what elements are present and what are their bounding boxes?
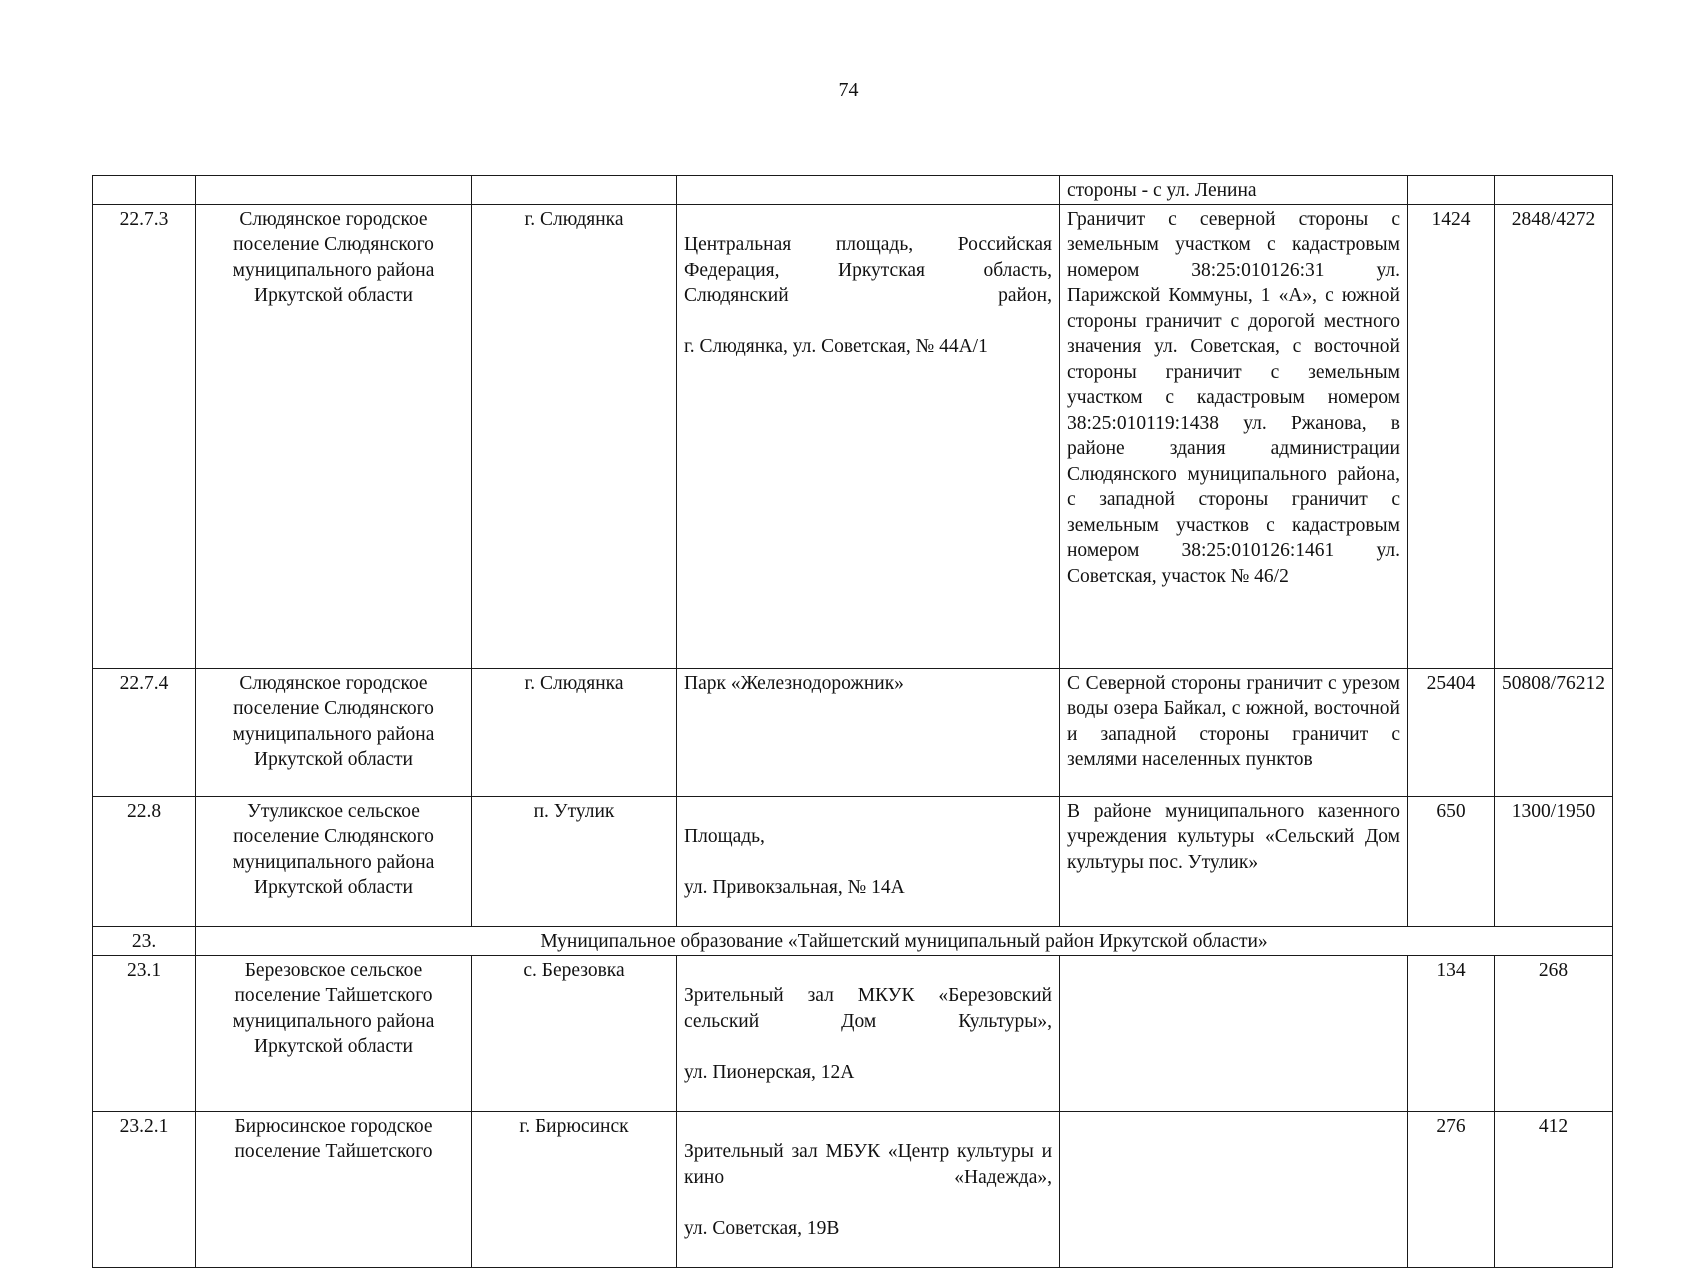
cell-num: 22.7.3 <box>93 204 196 668</box>
cell-area: 134 <box>1408 955 1495 1111</box>
table-row <box>93 668 1613 796</box>
cell-num: 23.2.1 <box>93 1111 196 1267</box>
cell-border: Граничит с северной стороны с земельным участком с кадастровым номером 38:25:010126:31 ул. Парижской Коммуны, 1 «А», с южной стороны граничит с дорогой местного значения ул. Советская, с восточной стороны граничит с земельным участком с кадастровым номером 38:25:010119:1438 ул. Ржанова, в районе здания администрации Слюдянского муниципального района, с западной стороны граничит с земельным участков с кадастровым номером 38:25:010126:1461 ул. Советская, участок № 46/2 <box>1060 204 1408 668</box>
cell-org: Утуликское сельское поселение Слюдянского муниципального района Иркутской области <box>196 796 472 927</box>
table-row <box>93 1111 1613 1267</box>
cell-org: Бирюсинское городское поселение Тайшетского <box>196 1111 472 1267</box>
place-text: Зрительный зал МКУК «Березовский сельский Дом Культуры», <box>684 985 1052 1032</box>
cell-org <box>196 176 472 205</box>
cell-place <box>677 1111 1060 1267</box>
cell-place <box>677 204 1060 668</box>
place-text: Площадь, <box>684 826 765 847</box>
place-text: Зрительный зал МБУК «Центр культуры и кино «Надежда», <box>684 1141 1052 1188</box>
cell-locality <box>472 176 677 205</box>
venues-table <box>92 175 1613 1268</box>
cell-locality: с. Березовка <box>472 955 677 1111</box>
section-row <box>93 927 1613 956</box>
cell-capacity: 50808/76212 <box>1495 668 1613 796</box>
cell-border <box>1060 955 1408 1111</box>
section-num: 23. <box>93 927 196 956</box>
cell-num: 23.1 <box>93 955 196 1111</box>
cell-capacity: 2848/4272 <box>1495 204 1613 668</box>
cell-org: Березовское сельское поселение Тайшетского муниципального района Иркутской области <box>196 955 472 1111</box>
cell-capacity <box>1495 176 1613 205</box>
cell-border <box>1060 1111 1408 1267</box>
cell-area: 276 <box>1408 1111 1495 1267</box>
place-address: ул. Советская, 19В <box>684 1217 840 1239</box>
cell-border: С Северной стороны граничит с урезом воды озера Байкал, с южной, восточной и западной стороны граничит с землями населенных пунктов <box>1060 668 1408 796</box>
cell-capacity: 268 <box>1495 955 1613 1111</box>
cell-org: Слюдянское городское поселение Слюдянского муниципального района Иркутской области <box>196 204 472 668</box>
cell-area: 1424 <box>1408 204 1495 668</box>
cell-place: Парк «Железнодорожник» <box>677 668 1060 796</box>
cell-num: 22.8 <box>93 796 196 927</box>
place-address: г. Слюдянка, ул. Советская, № 44А/1 <box>684 336 988 357</box>
place-address: ул. Пионерская, 12А <box>684 1061 855 1083</box>
cell-place <box>677 176 1060 205</box>
cell-locality: п. Утулик <box>472 796 677 927</box>
cell-border: стороны - с ул. Ленина <box>1060 176 1408 205</box>
cell-border: В районе муниципального казенного учреждения культуры «Сельский Дом культуры пос. Утулик» <box>1060 796 1408 927</box>
table-row-continuation <box>93 176 1613 205</box>
cell-locality: г. Слюдянка <box>472 204 677 668</box>
cell-area: 25404 <box>1408 668 1495 796</box>
cell-org: Слюдянское городское поселение Слюдянского муниципального района Иркутской области <box>196 668 472 796</box>
cell-locality: г. Бирюсинск <box>472 1111 677 1267</box>
place-text: Центральная площадь, Российская Федерация, Иркутская область, Слюдянский район, <box>684 234 1052 306</box>
cell-locality: г. Слюдянка <box>472 668 677 796</box>
cell-place <box>677 955 1060 1111</box>
cell-num: 22.7.4 <box>93 668 196 796</box>
table-row <box>93 204 1613 668</box>
section-title: Муниципальное образование «Тайшетский муниципальный район Иркутской области» <box>196 927 1613 956</box>
place-address: ул. Привокзальная, № 14А <box>684 877 905 898</box>
cell-place <box>677 796 1060 927</box>
cell-capacity: 412 <box>1495 1111 1613 1267</box>
cell-area <box>1408 176 1495 205</box>
cell-area: 650 <box>1408 796 1495 927</box>
cell-capacity: 1300/1950 <box>1495 796 1613 927</box>
table-row <box>93 955 1613 1111</box>
cell-num <box>93 176 196 205</box>
table-row <box>93 796 1613 927</box>
page-number: 74 <box>838 79 859 101</box>
